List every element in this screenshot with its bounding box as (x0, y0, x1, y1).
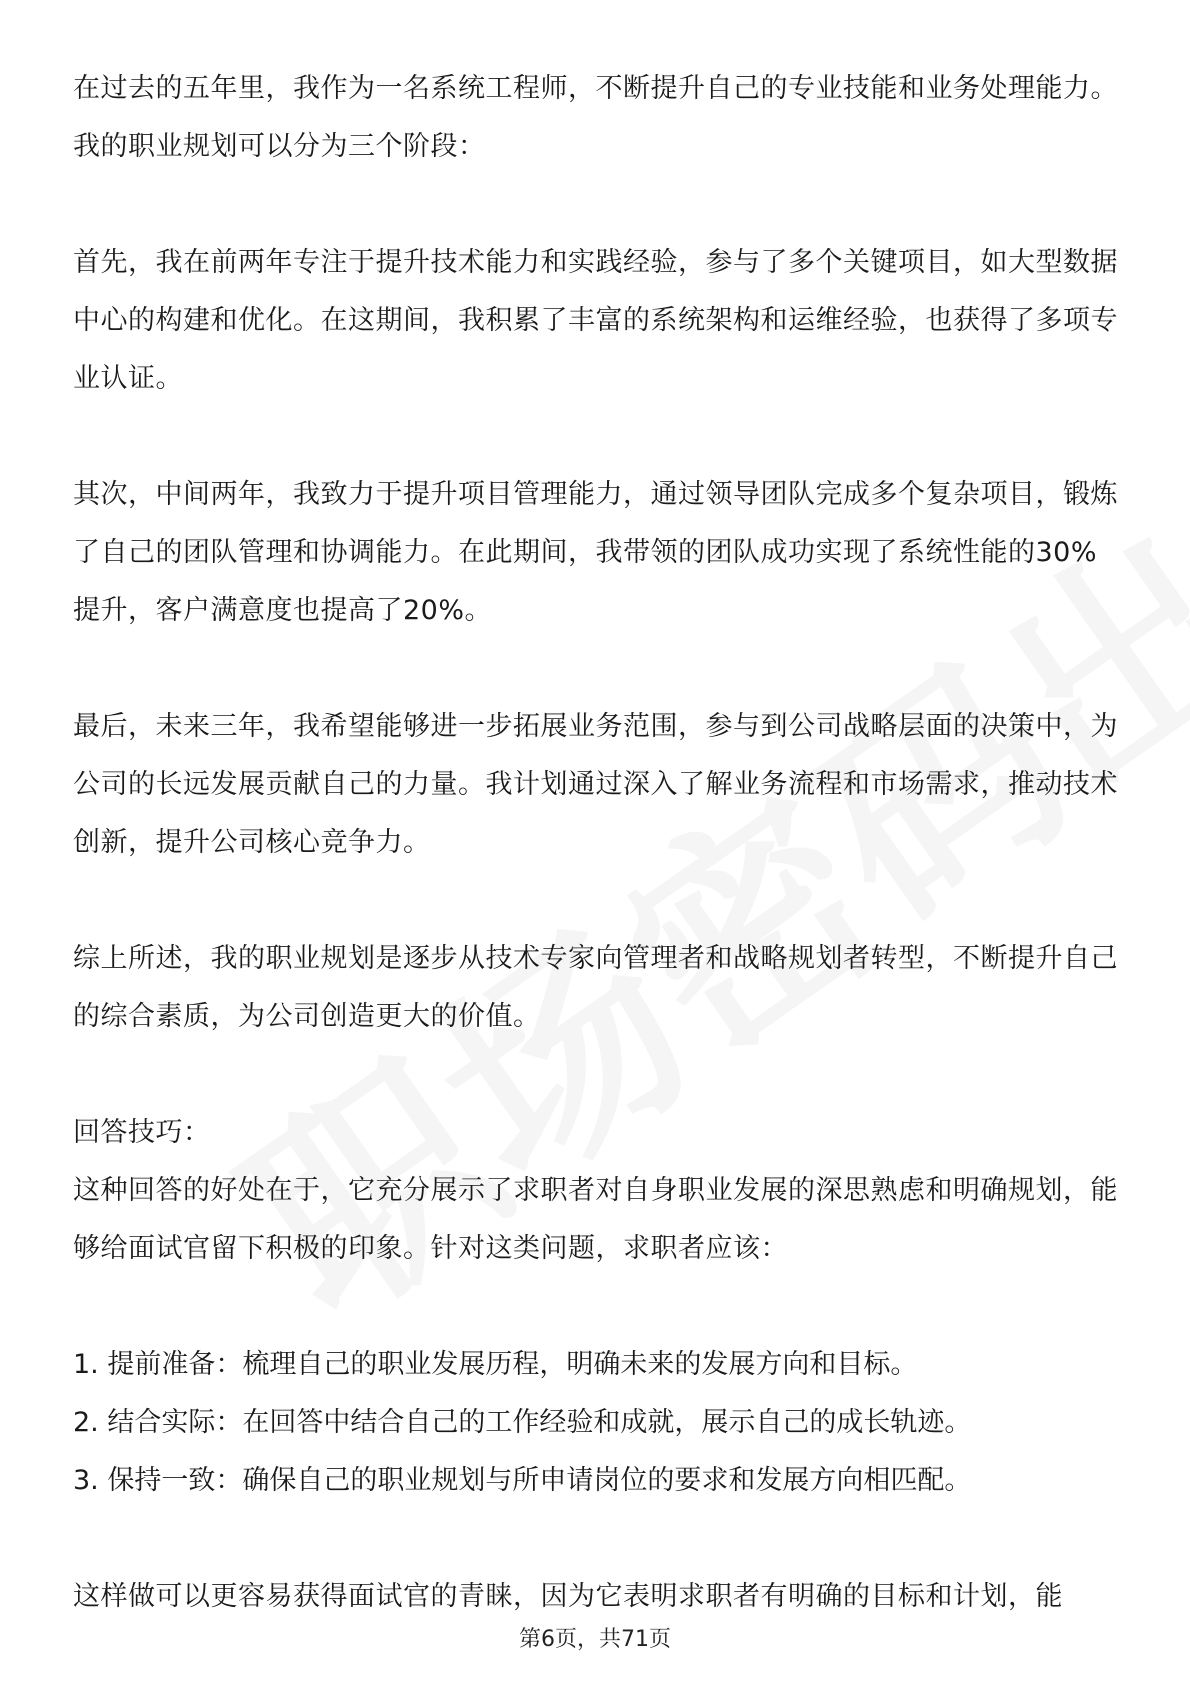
list-item: 1. 提前准备：梳理自己的职业发展历程，明确未来的发展方向和目标。 (73, 1349, 918, 1380)
paragraph-closing: 这样做可以更容易获得面试官的青睐，因为它表明求职者有明确的目标和计划，能 (73, 1581, 1063, 1612)
list-item: 2. 结合实际：在回答中结合自己的工作经验和成就，展示自己的成长轨迹。 (73, 1407, 972, 1438)
list-item: 3. 保持一致：确保自己的职业规划与所申请岗位的要求和发展方向相匹配。 (73, 1465, 972, 1496)
document-body (73, 60, 1123, 1626)
paragraph-first-stage: 首先，我在前两年专注于提升技术能力和实践经验，参与了多个关键项目，如大型数据中心的构建和优化。在这期间，我积累了丰富的系统架构和运维经验，也获得了多项专业认证。 (73, 247, 1118, 394)
page-number: 第6页，共71页 (519, 1627, 671, 1652)
paragraph-third-stage: 最后，未来三年，我希望能够进一步拓展业务范围，参与到公司战略层面的决策中，为公司的长远发展贡献自己的力量。我计划通过深入了解业务流程和市场需求，推动技术创新，提升公司核心竞争力。 (73, 711, 1118, 858)
paragraph-intro: 在过去的五年里，我作为一名系统工程师，不断提升自己的专业技能和业务处理能力。我的职业规划可以分为三个阶段： (73, 73, 1118, 162)
tips-heading: 回答技巧： (73, 1117, 211, 1148)
paragraph-tips: 这种回答的好处在于，它充分展示了求职者对自身职业发展的深思熟虑和明确规划，能够给面试官留下积极的印象。针对这类问题，求职者应该： (73, 1175, 1118, 1264)
paragraph-second-stage: 其次，中间两年，我致力于提升项目管理能力，通过领导团队完成多个复杂项目，锻炼了自己的团队管理和协调能力。在此期间，我带领的团队成功实现了系统性能的30%提升，客户满意度也提高了20%。 (73, 479, 1118, 626)
paragraph-summary: 综上所述，我的职业规划是逐步从技术专家向管理者和战略规划者转型，不断提升自己的综合素质，为公司创造更大的价值。 (73, 943, 1118, 1032)
